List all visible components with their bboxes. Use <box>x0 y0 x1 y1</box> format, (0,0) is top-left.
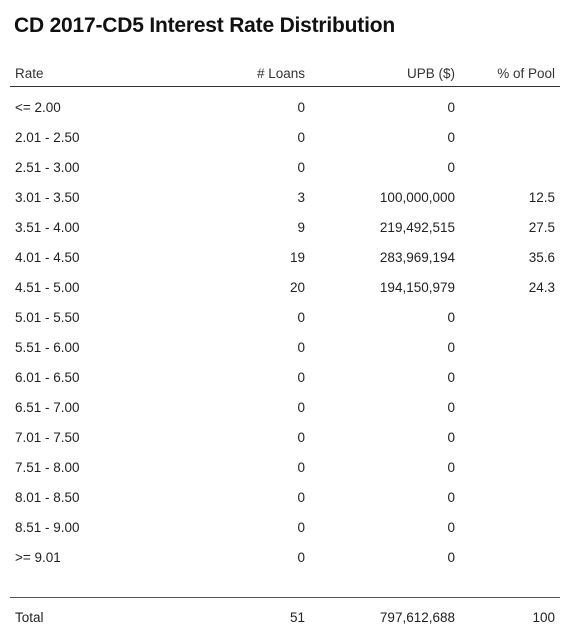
table-row <box>10 123 560 153</box>
rate-distribution-table <box>10 62 560 638</box>
total-label: Total <box>15 610 44 625</box>
rate-cell: <= 2.00 <box>15 100 61 115</box>
table-row <box>10 333 560 363</box>
upb-cell: 0 <box>447 460 455 475</box>
table-row <box>10 513 560 543</box>
rate-cell: >= 9.01 <box>15 550 61 565</box>
loans-cell: 0 <box>297 370 305 385</box>
header-rate: Rate <box>15 66 44 81</box>
upb-cell: 0 <box>447 400 455 415</box>
rate-cell: 5.51 - 6.00 <box>15 340 80 355</box>
rate-cell: 7.01 - 7.50 <box>15 430 80 445</box>
table-row <box>10 243 560 273</box>
upb-cell: 0 <box>447 520 455 535</box>
loans-cell: 0 <box>297 160 305 175</box>
upb-cell: 0 <box>447 130 455 145</box>
loans-cell: 3 <box>297 190 305 205</box>
upb-cell: 283,969,194 <box>379 250 455 265</box>
pct-cell: 24.3 <box>528 280 555 295</box>
pct-cell: 35.6 <box>528 250 555 265</box>
table-row <box>10 543 560 573</box>
table-spacer <box>10 573 560 597</box>
upb-cell: 0 <box>447 430 455 445</box>
page-title: CD 2017-CD5 Interest Rate Distribution <box>14 14 395 37</box>
table-body <box>10 87 560 573</box>
loans-cell: 0 <box>297 460 305 475</box>
rate-cell: 3.01 - 3.50 <box>15 190 80 205</box>
total-pct: 100 <box>532 610 555 625</box>
header-upb: UPB ($) <box>406 66 455 81</box>
rate-cell: 7.51 - 8.00 <box>15 460 80 475</box>
rate-cell: 6.01 - 6.50 <box>15 370 80 385</box>
upb-cell: 0 <box>447 100 455 115</box>
rate-cell: 4.01 - 4.50 <box>15 250 80 265</box>
upb-cell: 0 <box>447 490 455 505</box>
rate-cell: 5.01 - 5.50 <box>15 310 80 325</box>
table-row <box>10 303 560 333</box>
total-row <box>10 597 560 638</box>
table-row <box>10 363 560 393</box>
loans-cell: 0 <box>297 310 305 325</box>
upb-cell: 219,492,515 <box>379 220 455 235</box>
rate-cell: 2.51 - 3.00 <box>15 160 80 175</box>
total-loans: 51 <box>289 610 305 625</box>
upb-cell: 194,150,979 <box>379 280 455 295</box>
upb-cell: 0 <box>447 310 455 325</box>
table-row <box>10 183 560 213</box>
upb-cell: 0 <box>447 550 455 565</box>
pct-cell: 27.5 <box>528 220 555 235</box>
table-row <box>10 153 560 183</box>
header-loans: # Loans <box>256 66 305 81</box>
table-row <box>10 393 560 423</box>
loans-cell: 0 <box>297 100 305 115</box>
loans-cell: 0 <box>297 400 305 415</box>
table-row <box>10 483 560 513</box>
rate-cell: 3.51 - 4.00 <box>15 220 80 235</box>
rate-cell: 8.51 - 9.00 <box>15 520 80 535</box>
table-header <box>10 62 560 87</box>
header-pct: % of Pool <box>497 66 555 81</box>
loans-cell: 20 <box>289 280 305 295</box>
rate-cell: 6.51 - 7.00 <box>15 400 80 415</box>
total-upb: 797,612,688 <box>379 610 455 625</box>
table-row <box>10 423 560 453</box>
upb-cell: 100,000,000 <box>379 190 455 205</box>
loans-cell: 9 <box>297 220 305 235</box>
loans-cell: 0 <box>297 490 305 505</box>
upb-cell: 0 <box>447 340 455 355</box>
loans-cell: 0 <box>297 130 305 145</box>
loans-cell: 0 <box>297 550 305 565</box>
table-row <box>10 93 560 123</box>
upb-cell: 0 <box>447 160 455 175</box>
upb-cell: 0 <box>447 370 455 385</box>
rate-cell: 8.01 - 8.50 <box>15 490 80 505</box>
table-row <box>10 273 560 303</box>
table-row <box>10 213 560 243</box>
table-row <box>10 453 560 483</box>
rate-cell: 4.51 - 5.00 <box>15 280 80 295</box>
loans-cell: 19 <box>289 250 305 265</box>
loans-cell: 0 <box>297 520 305 535</box>
loans-cell: 0 <box>297 340 305 355</box>
rate-cell: 2.01 - 2.50 <box>15 130 80 145</box>
pct-cell: 12.5 <box>528 190 555 205</box>
loans-cell: 0 <box>297 430 305 445</box>
